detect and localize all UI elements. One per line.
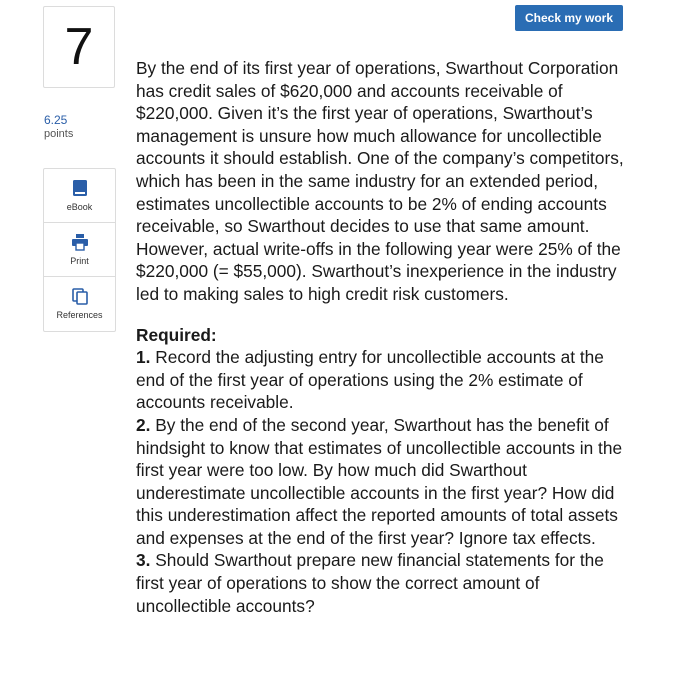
points-label: points [44,128,74,140]
question-intro: By the end of its first year of operations, Swarthout Corporation has credit sales of $620,000 and accounts receivable of $220,000. Given it’s the first year of operations, Swarthout’s management is unsure how much allowance for uncollectible accounts it should establish. One of the company’s competitors, which has been in the same industry for an extended period, estimates uncollectible accounts to be 2% of ending accounts receivable, so Swarthout decides to use that same amount. However, actual write-offs in the following year were 25% of the $220,000 (= $55,000). Swarthout’s inexperience in the industry led to making sales to high credit risk customers. [136,58,624,304]
required-heading: Required: [136,324,217,345]
points-value: 6.25 [44,113,68,127]
item-number: 3. [136,550,151,571]
references-button[interactable] [44,277,115,331]
printer-icon [71,233,89,251]
references-label: References [56,310,103,320]
question-content [136,57,636,617]
item-text: By the end of the second year, Swarthout has the benefit of hindsight to know that estimates of uncollectible accounts in the first year were too low. By how much did Swarthout underestimate uncollectible accounts in the first year? How did this underestimation affect the reported amounts of total assets and expenses at the end of the first year? Ignore tax effects. [136,414,623,548]
print-label: Print [70,256,89,266]
required-item-1 [136,346,636,414]
item-text: Record the adjusting entry for uncollectible accounts at the end of the first year of operations using the 2% estimate of accounts receivable. [136,347,604,413]
item-number: 1. [136,347,151,368]
question-number: 7 [43,6,115,88]
item-text: Should Swarthout prepare new financial statements for the first year of operations to show the correct amount of uncollectible accounts? [136,550,604,616]
ebook-button[interactable] [44,169,115,223]
book-icon [71,179,89,197]
ebook-label: eBook [66,202,93,212]
item-number: 2. [136,414,151,435]
tools-panel [43,168,116,332]
required-item-2 [136,414,636,550]
required-item-3 [136,549,636,617]
copy-icon [71,287,89,305]
print-button[interactable] [44,223,115,277]
check-my-work-button[interactable]: Check my work [515,5,623,31]
